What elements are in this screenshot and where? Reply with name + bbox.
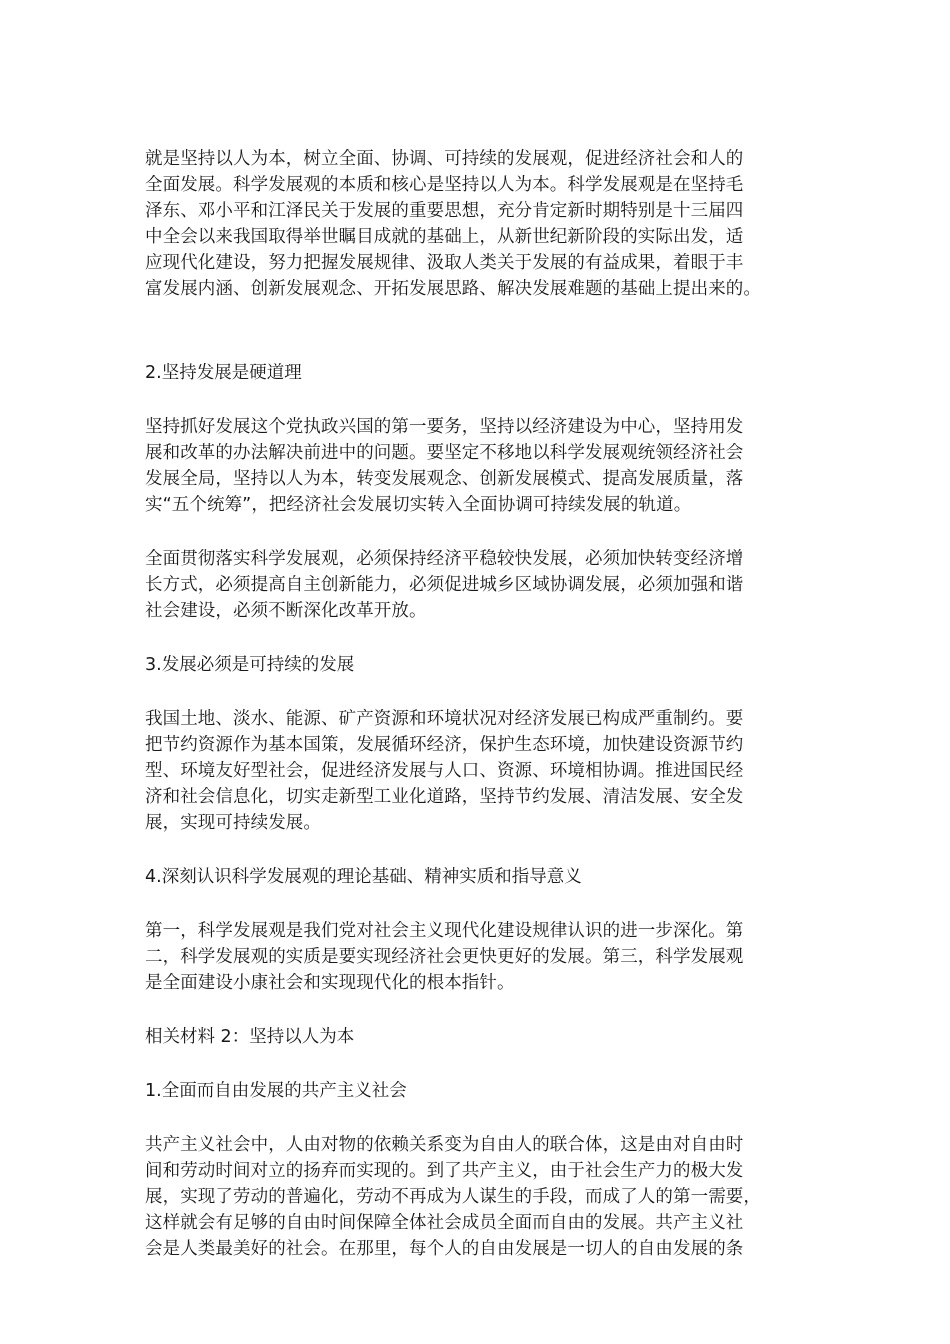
text-line: 济和社会信息化，切实走新型工业化道路，坚持节约发展、清洁发展、安全发 [145,787,744,807]
paragraph-implementation [145,546,809,624]
text-line: 长方式，必须提高自主创新能力，必须促进城乡区域协调发展，必须加强和谐 [145,575,744,595]
text-line: 间和劳动时间对立的扬弃而实现的。到了共产主义，由于社会生产力的极大发 [145,1161,744,1181]
text-line: 把节约资源作为基本国策，发展循环经济，保护生态环境，加快建设资源节约 [145,735,744,755]
text-line: 坚持抓好发展这个党执政兴国的第一要务，坚持以经济建设为中心，坚持用发 [145,417,744,437]
text-line: 中全会以来我国取得举世瞩目成就的基础上，从新世纪新阶段的实际出发，适 [145,227,744,247]
text-line: 展，实现了劳动的普遍化，劳动不再成为人谋生的手段，而成了人的第一需要， [145,1187,761,1207]
section-heading-2: 2.坚持发展是硬道理 [145,363,302,383]
text-line: 泽东、邓小平和江泽民关于发展的重要思想，充分肯定新时期特别是十三届四 [145,201,744,221]
text-line: 社会建设，必须不断深化改革开放。 [145,601,427,621]
text-line: 第一，科学发展观是我们党对社会主义现代化建设规律认识的进一步深化。第 [145,921,744,941]
text-line: 应现代化建设，努力把握发展规律、汲取人类关于发展的有益成果，着眼于丰 [145,253,744,273]
text-line: 我国土地、淡水、能源、矿产资源和环境状况对经济发展已构成严重制约。要 [145,709,744,729]
text-line: 共产主义社会中，人由对物的依赖关系变为自由人的联合体，这是由对自由时 [145,1135,744,1155]
section-heading-1: 1.全面而自由发展的共产主义社会 [145,1081,407,1101]
text-line: 是全面建设小康社会和实现现代化的根本指针。 [145,973,515,993]
text-line: 型、环境友好型社会，促进经济发展与人口、资源、环境相协调。推进国民经 [145,761,744,781]
paragraph-theory-basis [145,918,809,996]
section-heading-4: 4.深刻认识科学发展观的理论基础、精神实质和指导意义 [145,867,582,887]
text-line: 展，实现可持续发展。 [145,813,321,833]
text-line: 富发展内涵、创新发展观念、开拓发展思路、解决发展难题的基础上提出来的。 [145,279,761,299]
text-line: 会是人类最美好的社会。在那里，每个人的自由发展是一切人的自由发展的条 [145,1239,744,1259]
section-heading-3: 3.发展必须是可持续的发展 [145,655,355,675]
material-heading: 相关材料 2：坚持以人为本 [145,1027,355,1047]
text-line: 二，科学发展观的实质是要实现经济社会更快更好的发展。第三，科学发展观 [145,947,744,967]
paragraph-sustainable [145,706,809,836]
document-body [145,146,809,1262]
text-line: 实“五个统筹”，把经济社会发展切实转入全面协调可持续发展的轨道。 [145,495,692,515]
text-line: 全面贯彻落实科学发展观，必须保持经济平稳较快发展，必须加快转变经济增 [145,549,744,569]
paragraph-communist-society [145,1132,809,1262]
paragraph-scientific-outlook [145,146,809,302]
text-line: 发展全局，坚持以人为本，转变发展观念、创新发展模式、提高发展质量，落 [145,469,744,489]
paragraph-development-priority [145,414,809,518]
text-line: 这样就会有足够的自由时间保障全体社会成员全面而自由的发展。共产主义社 [145,1213,744,1233]
text-line: 全面发展。科学发展观的本质和核心是坚持以人为本。科学发展观是在坚持毛 [145,175,744,195]
text-line: 就是坚持以人为本，树立全面、协调、可持续的发展观，促进经济社会和人的 [145,149,744,169]
text-line: 展和改革的办法解决前进中的问题。要坚定不移地以科学发展观统领经济社会 [145,443,744,463]
